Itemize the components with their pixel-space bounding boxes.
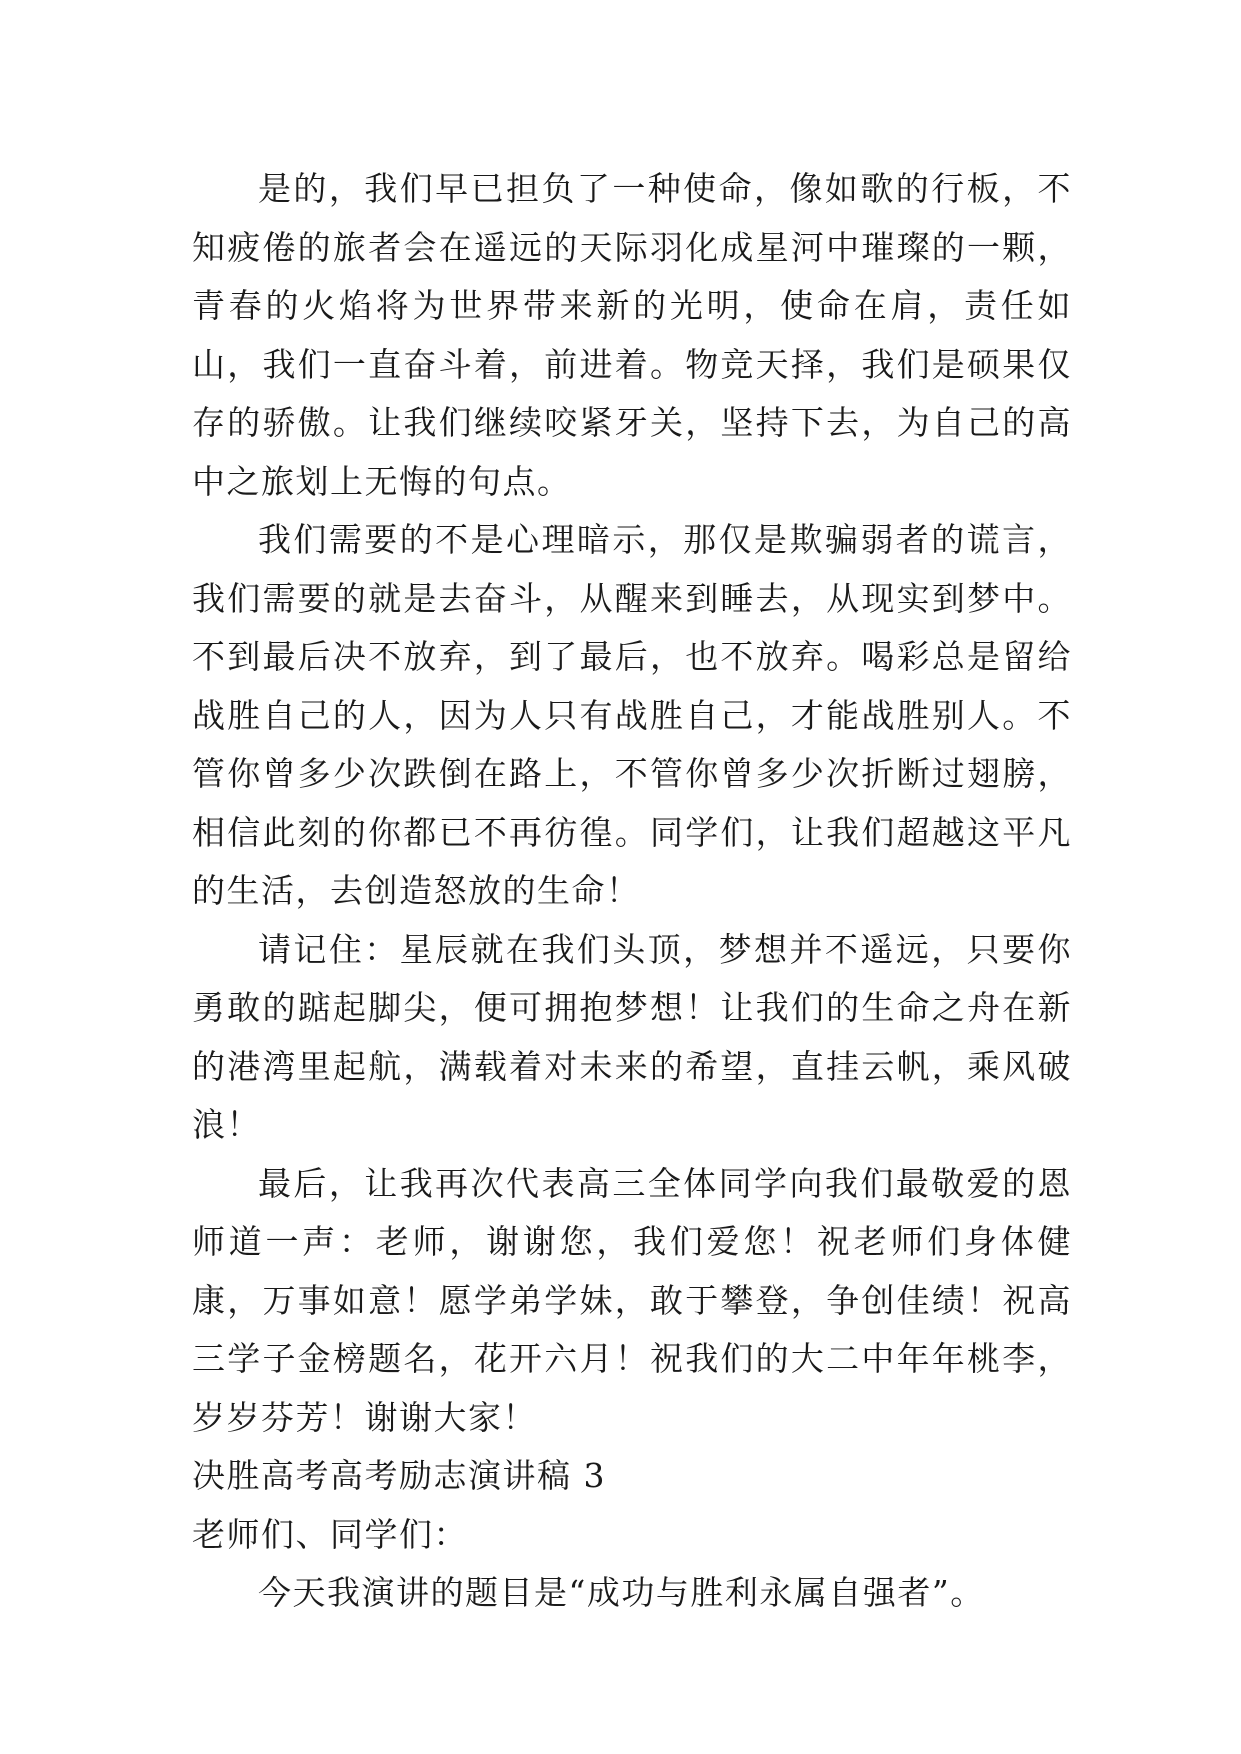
- speech-heading: 决胜高考高考励志演讲稿 3: [192, 1456, 606, 1495]
- paragraph-thanks: 最后，让我再次代表高三全体同学向我们最敬爱的恩师道一声：老师，谢谢您，我们爱您！祝老师们身体健康，万事如意！愿学弟学妹，敢于攀登，争创佳绩！祝高三学子金榜题名，花开六月！祝我们的大二中年年桃李，岁岁芬芳！谢谢大家！: [192, 1163, 1072, 1437]
- paragraph-mission: 是的，我们早已担负了一种使命，像如歌的行板，不知疲倦的旅者会在遥远的天际羽化成星河中璀璨的一颗，青春的火焰将为世界带来新的光明，使命在肩，责任如山，我们一直奋斗着，前进着。物竞天择，我们是硕果仅存的骄傲。让我们继续咬紧牙关，坚持下去，为自己的高中之旅划上无悔的句点。: [192, 169, 1072, 501]
- paragraph-dream: 请记住：星辰就在我们头顶，梦想并不遥远，只要你勇敢的踮起脚尖，便可拥抱梦想！让我们的生命之舟在新的港湾里起航，满载着对未来的希望，直挂云帆，乘风破浪！: [192, 929, 1072, 1144]
- paragraph-topic: 今天我演讲的题目是“成功与胜利永属自强者”。: [258, 1573, 985, 1612]
- paragraph-struggle: 我们需要的不是心理暗示，那仅是欺骗弱者的谎言，我们需要的就是去奋斗，从醒来到睡去，从现实到梦中。不到最后决不放弃，到了最后，也不放弃。喝彩总是留给战胜自己的人，因为人只有战胜自己，才能战胜别人。不管你曾多少次跌倒在路上，不管你曾多少次折断过翅膀，相信此刻的你都已不再彷徨。同学们，让我们超越这平凡的生活，去创造怒放的生命！: [192, 520, 1072, 910]
- document-body: [192, 160, 1072, 1623]
- salutation: 老师们、同学们：: [192, 1514, 468, 1554]
